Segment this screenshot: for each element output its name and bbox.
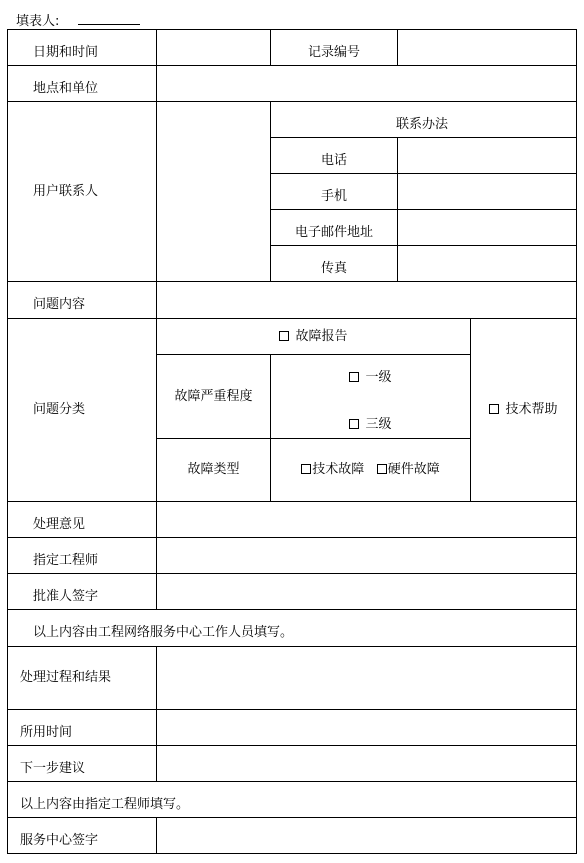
fault-report-option[interactable] <box>157 319 471 355</box>
next-step-label: 下一步建议 <box>8 746 157 782</box>
phone-label: 电话 <box>271 138 398 174</box>
fault-report-checkbox[interactable] <box>279 331 289 341</box>
opinion-field[interactable] <box>157 502 577 538</box>
filler-input-line[interactable] <box>78 24 140 25</box>
record-no-label: 记录编号 <box>271 30 398 66</box>
hw-fault-option[interactable] <box>377 462 440 478</box>
level1-checkbox[interactable] <box>349 372 359 382</box>
datetime-field[interactable] <box>157 30 271 66</box>
tech-fault-checkbox[interactable] <box>301 464 311 474</box>
contact-person-label: 用户联系人 <box>8 102 157 282</box>
tech-help-option[interactable] <box>471 319 577 502</box>
time-used-label: 所用时间 <box>8 710 157 746</box>
tech-fault-option[interactable] <box>301 462 364 478</box>
tech-fault-text: 技术故障 <box>312 462 365 477</box>
filler-label: 填表人: <box>16 14 60 29</box>
fault-report-text: 故障报告 <box>295 328 348 344</box>
level1-option[interactable] <box>271 370 470 386</box>
fault-type-options <box>271 439 471 502</box>
contact-person-field[interactable] <box>157 102 271 282</box>
problem-field[interactable] <box>157 282 577 319</box>
engineer-label: 指定工程师 <box>8 538 157 574</box>
next-step-field[interactable] <box>157 746 577 782</box>
engineer-field[interactable] <box>157 538 577 574</box>
problem-label: 问题内容 <box>8 282 157 319</box>
note-center: 以上内容由工程网络服务中心工作人员填写。 <box>8 610 577 647</box>
approver-field[interactable] <box>157 574 577 610</box>
mobile-field[interactable] <box>398 174 577 210</box>
location-field[interactable] <box>157 66 577 102</box>
level3-checkbox[interactable] <box>349 419 359 429</box>
tech-help-checkbox[interactable] <box>489 404 499 414</box>
note-engineer: 以上内容由指定工程师填写。 <box>8 782 577 818</box>
record-no-field[interactable] <box>398 30 577 66</box>
approver-label: 批准人签字 <box>8 574 157 610</box>
level1-text: 一级 <box>365 370 392 385</box>
contact-methods-header: 联系办法 <box>271 102 577 138</box>
service-record-form <box>7 29 577 854</box>
fault-type-label: 故障类型 <box>157 439 271 502</box>
center-sign-label: 服务中心签字 <box>8 818 157 854</box>
email-label: 电子邮件地址 <box>271 210 398 246</box>
hw-fault-checkbox[interactable] <box>377 464 387 474</box>
category-label: 问题分类 <box>8 319 157 502</box>
severity-label: 故障严重程度 <box>157 355 271 439</box>
center-sign-field[interactable] <box>157 818 577 854</box>
level3-option[interactable] <box>271 417 470 433</box>
tech-help-text: 技术帮助 <box>505 402 558 417</box>
phone-field[interactable] <box>398 138 577 174</box>
hw-fault-text: 硬件故障 <box>387 462 440 477</box>
time-used-field[interactable] <box>157 710 577 746</box>
process-result-field[interactable] <box>157 647 577 710</box>
datetime-label: 日期和时间 <box>8 30 157 66</box>
location-label: 地点和单位 <box>8 66 157 102</box>
email-field[interactable] <box>398 210 577 246</box>
process-result-label: 处理过程和结果 <box>8 647 157 710</box>
severity-options <box>271 355 471 439</box>
mobile-label: 手机 <box>271 174 398 210</box>
opinion-label: 处理意见 <box>8 502 157 538</box>
level3-text: 三级 <box>365 417 392 432</box>
fax-label: 传真 <box>271 246 398 282</box>
fax-field[interactable] <box>398 246 577 282</box>
